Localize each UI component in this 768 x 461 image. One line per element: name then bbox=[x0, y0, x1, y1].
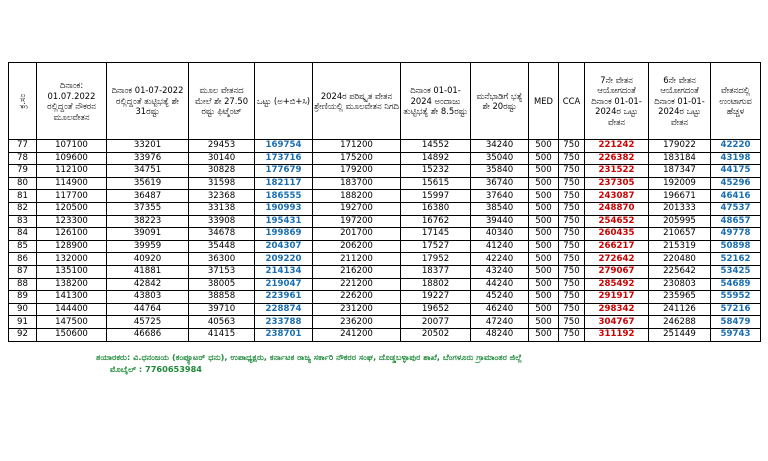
cell-7th-total: 304767 bbox=[585, 316, 649, 329]
cell-da-31: 33201 bbox=[107, 140, 189, 153]
cell-total-abc: 177679 bbox=[255, 165, 313, 178]
cell-6th-total: 251449 bbox=[649, 328, 711, 341]
cell-basic-pay-2022: 132000 bbox=[37, 253, 107, 266]
cell-7th-total: 266217 bbox=[585, 240, 649, 253]
cell-med: 500 bbox=[529, 152, 559, 165]
cell-serial: 85 bbox=[9, 240, 37, 253]
cell-med: 500 bbox=[529, 253, 559, 266]
pay-table-container bbox=[8, 62, 760, 342]
col-header-6th-total: 6ನೇ ವೇತನ ಆಯೋಗದಂತೆ ದಿನಾಂಕ 01-01-2024ರ ಒಟ್ಟು ವೇತನ bbox=[649, 63, 711, 140]
footer-credit bbox=[96, 351, 756, 375]
cell-hra: 35840 bbox=[471, 165, 529, 178]
col-header-hra: ಮನೆಭಾಡಿಗೆ ಭತ್ಯೆ ಶೇ 20ರಷ್ಟು bbox=[471, 63, 529, 140]
cell-cca: 750 bbox=[559, 152, 585, 165]
cell-7th-total: 248870 bbox=[585, 202, 649, 215]
cell-6th-total: 246288 bbox=[649, 316, 711, 329]
col-header-cca: CCA bbox=[559, 63, 585, 140]
cell-revised-basic: 179200 bbox=[313, 165, 401, 178]
cell-total-abc: 169754 bbox=[255, 140, 313, 153]
cell-6th-total: 210657 bbox=[649, 228, 711, 241]
cell-7th-total: 285492 bbox=[585, 278, 649, 291]
cell-fitment: 38005 bbox=[189, 278, 255, 291]
cell-fitment: 37153 bbox=[189, 265, 255, 278]
cell-7th-total: 291917 bbox=[585, 291, 649, 304]
footer-prepared-by: ತಯಾರಕರು: ವಿ.ಧನಂಜಯ (ಕಂಪ್ಯೂಟರ್ ಧನು), ಉಪಾಧ್ಯಕ್ಷರು, ಕರ್ನಾಟಕ ರಾಜ್ಯ ಸರ್ಕಾರಿ ನೌಕರರ ಸಂಘ, ದೊಡ್ಡಬಳ್ಳಾಪುರ ಶಾಖೆ, ಬೆಂಗಳೂರು ಗ್ರಾಮಾಂತರ ಜಿಲ್ಲೆ bbox=[96, 352, 522, 362]
cell-7th-total: 237305 bbox=[585, 177, 649, 190]
cell-7th-total: 226382 bbox=[585, 152, 649, 165]
table-row bbox=[9, 177, 761, 190]
cell-revised-basic: 175200 bbox=[313, 152, 401, 165]
cell-da-8-5: 14552 bbox=[401, 140, 471, 153]
cell-hra: 46240 bbox=[471, 303, 529, 316]
header-row bbox=[9, 63, 761, 140]
cell-da-8-5: 19652 bbox=[401, 303, 471, 316]
cell-cca: 750 bbox=[559, 202, 585, 215]
cell-hra: 41240 bbox=[471, 240, 529, 253]
col-header-da-31: ದಿನಾಂಕ 01-07-2022 ರಲ್ಲಿದ್ದಂತೆ ತುಟ್ಟಿಭತ್ಯೆ ಶೇ 31ರಷ್ಟು bbox=[107, 63, 189, 140]
cell-med: 500 bbox=[529, 165, 559, 178]
cell-basic-pay-2022: 147500 bbox=[37, 316, 107, 329]
cell-6th-total: 230803 bbox=[649, 278, 711, 291]
cell-increase: 57216 bbox=[711, 303, 761, 316]
cell-revised-basic: 188200 bbox=[313, 190, 401, 203]
cell-7th-total: 254652 bbox=[585, 215, 649, 228]
cell-6th-total: 179022 bbox=[649, 140, 711, 153]
cell-serial: 84 bbox=[9, 228, 37, 241]
cell-fitment: 39710 bbox=[189, 303, 255, 316]
cell-hra: 40340 bbox=[471, 228, 529, 241]
cell-total-abc: 233788 bbox=[255, 316, 313, 329]
cell-revised-basic: 201700 bbox=[313, 228, 401, 241]
cell-basic-pay-2022: 107100 bbox=[37, 140, 107, 153]
cell-basic-pay-2022: 144400 bbox=[37, 303, 107, 316]
cell-basic-pay-2022: 126100 bbox=[37, 228, 107, 241]
cell-total-abc: 223961 bbox=[255, 291, 313, 304]
cell-da-8-5: 17527 bbox=[401, 240, 471, 253]
cell-6th-total: 241126 bbox=[649, 303, 711, 316]
cell-revised-basic: 197200 bbox=[313, 215, 401, 228]
cell-7th-total: 272642 bbox=[585, 253, 649, 266]
cell-da-8-5: 15615 bbox=[401, 177, 471, 190]
table-body bbox=[9, 140, 761, 342]
cell-basic-pay-2022: 114900 bbox=[37, 177, 107, 190]
cell-revised-basic: 231200 bbox=[313, 303, 401, 316]
cell-da-31: 40920 bbox=[107, 253, 189, 266]
cell-6th-total: 187347 bbox=[649, 165, 711, 178]
table-row bbox=[9, 190, 761, 203]
cell-fitment: 40563 bbox=[189, 316, 255, 329]
cell-med: 500 bbox=[529, 291, 559, 304]
cell-7th-total: 311192 bbox=[585, 328, 649, 341]
cell-basic-pay-2022: 135100 bbox=[37, 265, 107, 278]
cell-basic-pay-2022: 112100 bbox=[37, 165, 107, 178]
cell-hra: 36740 bbox=[471, 177, 529, 190]
cell-da-8-5: 20077 bbox=[401, 316, 471, 329]
cell-cca: 750 bbox=[559, 316, 585, 329]
cell-serial: 90 bbox=[9, 303, 37, 316]
cell-revised-basic: 171200 bbox=[313, 140, 401, 153]
cell-revised-basic: 226200 bbox=[313, 291, 401, 304]
cell-da-8-5: 18802 bbox=[401, 278, 471, 291]
cell-serial: 92 bbox=[9, 328, 37, 341]
cell-revised-basic: 236200 bbox=[313, 316, 401, 329]
cell-7th-total: 231522 bbox=[585, 165, 649, 178]
cell-med: 500 bbox=[529, 278, 559, 291]
table-row bbox=[9, 291, 761, 304]
cell-serial: 80 bbox=[9, 177, 37, 190]
cell-da-31: 41881 bbox=[107, 265, 189, 278]
cell-da-8-5: 17145 bbox=[401, 228, 471, 241]
cell-hra: 42240 bbox=[471, 253, 529, 266]
cell-da-31: 35619 bbox=[107, 177, 189, 190]
cell-basic-pay-2022: 117700 bbox=[37, 190, 107, 203]
cell-hra: 43240 bbox=[471, 265, 529, 278]
col-header-da-8-5: ದಿನಾಂಕ 01-01-2024 ಅಂದಾಜು ತುಟ್ಟಿಭತ್ಯೆ ಶೇ 8.5ರಷ್ಟು bbox=[401, 63, 471, 140]
cell-serial: 87 bbox=[9, 265, 37, 278]
cell-increase: 52162 bbox=[711, 253, 761, 266]
footer-mobile: ಮೊಬೈಲ್ : 7760653984 bbox=[110, 364, 203, 374]
table-row bbox=[9, 165, 761, 178]
col-header-med: MED bbox=[529, 63, 559, 140]
cell-revised-basic: 241200 bbox=[313, 328, 401, 341]
cell-serial: 82 bbox=[9, 202, 37, 215]
cell-serial: 88 bbox=[9, 278, 37, 291]
cell-total-abc: 219047 bbox=[255, 278, 313, 291]
col-header-increase: ವೇತನದಲ್ಲಿ ಉಂಟಾಗುವ ಹೆಚ್ಚಳ bbox=[711, 63, 761, 140]
cell-hra: 38540 bbox=[471, 202, 529, 215]
cell-basic-pay-2022: 123300 bbox=[37, 215, 107, 228]
cell-6th-total: 215319 bbox=[649, 240, 711, 253]
table-row bbox=[9, 152, 761, 165]
cell-da-31: 46686 bbox=[107, 328, 189, 341]
cell-revised-basic: 183700 bbox=[313, 177, 401, 190]
cell-da-31: 39091 bbox=[107, 228, 189, 241]
cell-serial: 79 bbox=[9, 165, 37, 178]
col-header-total-abc: ಒಟ್ಟು (ಅ+ಬಿ+ಸಿ) bbox=[255, 63, 313, 140]
cell-fitment: 29453 bbox=[189, 140, 255, 153]
cell-fitment: 35448 bbox=[189, 240, 255, 253]
cell-7th-total: 260435 bbox=[585, 228, 649, 241]
cell-da-8-5: 17952 bbox=[401, 253, 471, 266]
cell-med: 500 bbox=[529, 328, 559, 341]
cell-serial: 91 bbox=[9, 316, 37, 329]
cell-revised-basic: 221200 bbox=[313, 278, 401, 291]
cell-da-31: 34751 bbox=[107, 165, 189, 178]
cell-hra: 37640 bbox=[471, 190, 529, 203]
cell-serial: 89 bbox=[9, 291, 37, 304]
cell-fitment: 38858 bbox=[189, 291, 255, 304]
cell-hra: 44240 bbox=[471, 278, 529, 291]
col-header-serial: ಕ್ರ.ಸಂ bbox=[9, 63, 37, 140]
table-row bbox=[9, 240, 761, 253]
cell-med: 500 bbox=[529, 140, 559, 153]
cell-revised-basic: 216200 bbox=[313, 265, 401, 278]
cell-total-abc: 214134 bbox=[255, 265, 313, 278]
cell-total-abc: 195431 bbox=[255, 215, 313, 228]
cell-med: 500 bbox=[529, 190, 559, 203]
cell-serial: 78 bbox=[9, 152, 37, 165]
cell-total-abc: 238701 bbox=[255, 328, 313, 341]
cell-increase: 44175 bbox=[711, 165, 761, 178]
cell-da-31: 37355 bbox=[107, 202, 189, 215]
cell-hra: 47240 bbox=[471, 316, 529, 329]
cell-fitment: 34678 bbox=[189, 228, 255, 241]
cell-increase: 46416 bbox=[711, 190, 761, 203]
cell-cca: 750 bbox=[559, 291, 585, 304]
cell-increase: 47537 bbox=[711, 202, 761, 215]
cell-serial: 81 bbox=[9, 190, 37, 203]
cell-revised-basic: 192700 bbox=[313, 202, 401, 215]
cell-increase: 48657 bbox=[711, 215, 761, 228]
cell-increase: 54689 bbox=[711, 278, 761, 291]
table-row bbox=[9, 278, 761, 291]
cell-6th-total: 196671 bbox=[649, 190, 711, 203]
cell-cca: 750 bbox=[559, 328, 585, 341]
cell-med: 500 bbox=[529, 316, 559, 329]
cell-cca: 750 bbox=[559, 265, 585, 278]
cell-fitment: 36300 bbox=[189, 253, 255, 266]
cell-fitment: 32368 bbox=[189, 190, 255, 203]
cell-7th-total: 243087 bbox=[585, 190, 649, 203]
cell-increase: 50898 bbox=[711, 240, 761, 253]
cell-da-31: 45725 bbox=[107, 316, 189, 329]
cell-total-abc: 173716 bbox=[255, 152, 313, 165]
cell-hra: 45240 bbox=[471, 291, 529, 304]
cell-da-31: 38223 bbox=[107, 215, 189, 228]
cell-med: 500 bbox=[529, 177, 559, 190]
cell-fitment: 31598 bbox=[189, 177, 255, 190]
cell-cca: 750 bbox=[559, 303, 585, 316]
cell-total-abc: 182117 bbox=[255, 177, 313, 190]
cell-da-8-5: 15997 bbox=[401, 190, 471, 203]
table-row bbox=[9, 265, 761, 278]
cell-cca: 750 bbox=[559, 165, 585, 178]
cell-increase: 53425 bbox=[711, 265, 761, 278]
cell-increase: 43198 bbox=[711, 152, 761, 165]
cell-increase: 59743 bbox=[711, 328, 761, 341]
cell-cca: 750 bbox=[559, 177, 585, 190]
cell-increase: 55952 bbox=[711, 291, 761, 304]
pay-revision-table bbox=[8, 62, 761, 342]
col-header-7th-total: 7ನೇ ವೇತನ ಆಯೋಗದಂತೆ ದಿನಾಂಕ 01-01-2024ರ ಒಟ್ಟು ವೇತನ bbox=[585, 63, 649, 140]
cell-serial: 83 bbox=[9, 215, 37, 228]
cell-total-abc: 228874 bbox=[255, 303, 313, 316]
cell-6th-total: 225642 bbox=[649, 265, 711, 278]
cell-total-abc: 186555 bbox=[255, 190, 313, 203]
cell-med: 500 bbox=[529, 215, 559, 228]
cell-cca: 750 bbox=[559, 240, 585, 253]
cell-da-31: 43803 bbox=[107, 291, 189, 304]
cell-fitment: 30828 bbox=[189, 165, 255, 178]
table-row bbox=[9, 228, 761, 241]
cell-da-31: 33976 bbox=[107, 152, 189, 165]
cell-increase: 49778 bbox=[711, 228, 761, 241]
cell-hra: 35040 bbox=[471, 152, 529, 165]
cell-cca: 750 bbox=[559, 278, 585, 291]
cell-7th-total: 298342 bbox=[585, 303, 649, 316]
cell-da-8-5: 19227 bbox=[401, 291, 471, 304]
cell-da-31: 39959 bbox=[107, 240, 189, 253]
table-row bbox=[9, 303, 761, 316]
cell-fitment: 33138 bbox=[189, 202, 255, 215]
cell-total-abc: 209220 bbox=[255, 253, 313, 266]
cell-fitment: 41415 bbox=[189, 328, 255, 341]
cell-basic-pay-2022: 128900 bbox=[37, 240, 107, 253]
cell-basic-pay-2022: 109600 bbox=[37, 152, 107, 165]
cell-basic-pay-2022: 141300 bbox=[37, 291, 107, 304]
cell-revised-basic: 206200 bbox=[313, 240, 401, 253]
col-header-revised-basic: 2024ರ ಪರಿಷ್ಕೃತ ವೇತನ ಶ್ರೇಣಿಯಲ್ಲಿ ಮೂಲವೇತನ ನಿಗದಿ bbox=[313, 63, 401, 140]
cell-hra: 39440 bbox=[471, 215, 529, 228]
table-row bbox=[9, 215, 761, 228]
cell-basic-pay-2022: 138200 bbox=[37, 278, 107, 291]
table-row bbox=[9, 316, 761, 329]
table-row bbox=[9, 328, 761, 341]
cell-cca: 750 bbox=[559, 215, 585, 228]
cell-hra: 48240 bbox=[471, 328, 529, 341]
cell-6th-total: 205995 bbox=[649, 215, 711, 228]
cell-med: 500 bbox=[529, 303, 559, 316]
cell-total-abc: 190993 bbox=[255, 202, 313, 215]
cell-increase: 42220 bbox=[711, 140, 761, 153]
cell-total-abc: 204307 bbox=[255, 240, 313, 253]
cell-cca: 750 bbox=[559, 140, 585, 153]
table-row bbox=[9, 140, 761, 153]
cell-da-31: 42842 bbox=[107, 278, 189, 291]
cell-increase: 58479 bbox=[711, 316, 761, 329]
col-header-fitment: ಮೂಲ ವೇತನದ ಮೇಲೆ ಶೇ 27.50 ರಷ್ಟು ಫಿಟ್ಮೆಂಟ್ bbox=[189, 63, 255, 140]
cell-da-8-5: 18377 bbox=[401, 265, 471, 278]
cell-basic-pay-2022: 120500 bbox=[37, 202, 107, 215]
cell-basic-pay-2022: 150600 bbox=[37, 328, 107, 341]
cell-med: 500 bbox=[529, 228, 559, 241]
cell-6th-total: 183184 bbox=[649, 152, 711, 165]
col-header-basic-pay-2022: ದಿನಾಂಕ: 01.07.2022 ರಲ್ಲಿದ್ದಂತೆ ನೌಕರನ ಮೂಲವೇತನ bbox=[37, 63, 107, 140]
cell-7th-total: 279067 bbox=[585, 265, 649, 278]
cell-fitment: 30140 bbox=[189, 152, 255, 165]
cell-med: 500 bbox=[529, 265, 559, 278]
table-row bbox=[9, 202, 761, 215]
cell-da-8-5: 15232 bbox=[401, 165, 471, 178]
cell-serial: 86 bbox=[9, 253, 37, 266]
cell-da-31: 44764 bbox=[107, 303, 189, 316]
cell-da-8-5: 20502 bbox=[401, 328, 471, 341]
table-row bbox=[9, 253, 761, 266]
cell-serial: 77 bbox=[9, 140, 37, 153]
cell-cca: 750 bbox=[559, 228, 585, 241]
cell-6th-total: 192009 bbox=[649, 177, 711, 190]
cell-fitment: 33908 bbox=[189, 215, 255, 228]
cell-med: 500 bbox=[529, 202, 559, 215]
cell-6th-total: 235965 bbox=[649, 291, 711, 304]
cell-6th-total: 201333 bbox=[649, 202, 711, 215]
cell-med: 500 bbox=[529, 240, 559, 253]
cell-da-8-5: 16762 bbox=[401, 215, 471, 228]
cell-cca: 750 bbox=[559, 253, 585, 266]
cell-da-8-5: 14892 bbox=[401, 152, 471, 165]
cell-da-31: 36487 bbox=[107, 190, 189, 203]
cell-increase: 45296 bbox=[711, 177, 761, 190]
cell-hra: 34240 bbox=[471, 140, 529, 153]
cell-total-abc: 199869 bbox=[255, 228, 313, 241]
cell-da-8-5: 16380 bbox=[401, 202, 471, 215]
cell-cca: 750 bbox=[559, 190, 585, 203]
cell-revised-basic: 211200 bbox=[313, 253, 401, 266]
cell-6th-total: 220480 bbox=[649, 253, 711, 266]
cell-7th-total: 221242 bbox=[585, 140, 649, 153]
